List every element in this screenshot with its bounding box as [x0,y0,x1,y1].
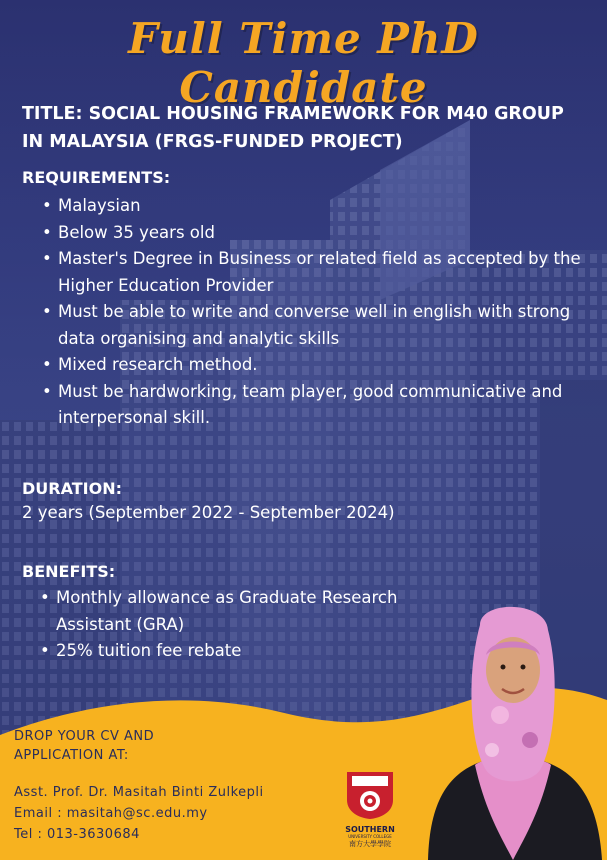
list-item: • Must be hardworking, team player, good communicative and interpersonal skill. [42,379,598,432]
list-item: • Monthly allowance as Graduate Research Assistant (GRA) [40,585,470,638]
list-item: • Below 35 years old [42,220,598,247]
duration-label: DURATION: [22,479,122,498]
university-logo [343,770,397,849]
project-title: TITLE: SOCIAL HOUSING FRAMEWORK FOR M40 GROUP IN MALAYSIA (FRGS-FUNDED PROJECT) [22,104,564,152]
contact-email[interactable]: Email : masitah@sc.edu.my [14,806,208,821]
contact-phone[interactable]: Tel : 013-3630684 [14,827,140,842]
logo-subtitle: UNIVERSITY COLLEGE [348,834,392,839]
requirements-label: REQUIREMENTS: [22,168,171,187]
list-item: • Malaysian [42,193,598,220]
drop-cv-text: DROP YOUR CV AND APPLICATION AT: [14,729,155,763]
crest-icon [343,770,397,820]
contact-details [14,782,264,845]
benefits-list [40,585,470,665]
benefits-label: BENEFITS: [22,562,116,581]
requirements-list [42,193,598,432]
list-item: • Must be able to write and converse well in english with strong data organising and analytic skills [42,299,598,352]
list-item: • Master's Degree in Business or related field as accepted by the Higher Education Provider [42,246,598,299]
list-item: • 25% tuition fee rebate [40,638,470,665]
logo-chinese: 南方大學學院 [349,840,391,848]
contact-portrait [420,595,607,860]
contact-name: Asst. Prof. Dr. Masitah Binti Zulkepli [14,785,264,800]
headline: Full Time PhD Candidate [128,14,479,112]
logo-name: SOUTHERN [345,825,395,834]
duration-text: 2 years (September 2022 - September 2024) [22,503,395,522]
list-item: • Mixed research method. [42,352,598,379]
